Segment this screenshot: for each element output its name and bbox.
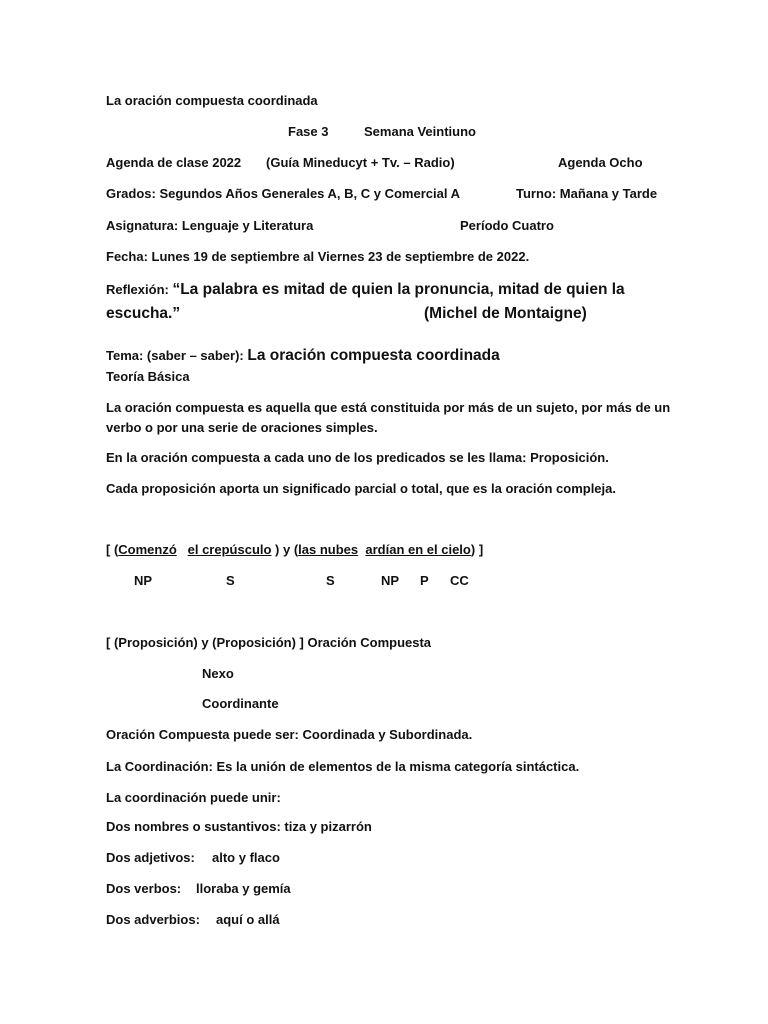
semana-label: Semana Veintiuno [364, 124, 476, 139]
oracion-types: Oración Compuesta puede ser: Coordinada y Subordinada. [106, 727, 473, 742]
asignatura-label: Asignatura: Lenguaje y Literatura [106, 218, 314, 233]
schema-line: [ (Proposición) y (Proposición) ] Oración Compuesta [106, 635, 432, 650]
fase-label: Fase 3 [288, 124, 329, 139]
periodo-label: Período Cuatro [460, 218, 554, 233]
reflexion-quote: “La palabra es mitad de quien la pronuncia, mitad de quien la [172, 281, 625, 298]
word-ardian: ardían en el cielo [365, 542, 471, 557]
bracket-close: ) ] [470, 542, 484, 557]
document-title: La oración compuesta coordinada [106, 93, 318, 108]
union-adjetivos-example: alto y flaco [212, 850, 280, 865]
reflexion-label: Reflexión: [106, 282, 173, 297]
paragraph-significado: Cada proposición aporta un significado parcial o total, que es la oración compleja. [106, 481, 616, 496]
turno-label: Turno: Mañana y Tarde [516, 186, 658, 201]
label-np-1: NP [134, 573, 153, 588]
union-adjetivos-label: Dos adjetivos: [106, 850, 195, 865]
union-verbos-example: lloraba y gemía [196, 881, 291, 896]
label-cc: CC [450, 573, 469, 588]
coordinacion-definition: La Coordinación: Es la unión de elementos de la misma categoría sintáctica. [106, 759, 580, 774]
example-sentence [106, 541, 483, 559]
word-nubes: las nubes [298, 542, 359, 557]
union-adverbios-label: Dos adverbios: [106, 912, 200, 927]
agenda-number: Agenda Ocho [558, 155, 643, 170]
tema-line [106, 347, 500, 365]
teoria-heading: Teoría Básica [106, 369, 190, 384]
agenda-label: Agenda de clase 2022 [106, 155, 242, 170]
reflexion-quote-end: escucha.” [106, 305, 181, 322]
coordinacion-unir: La coordinación puede unir: [106, 790, 281, 805]
word-crepusculo: el crepúsculo [187, 542, 272, 557]
union-verbos-label: Dos verbos: [106, 881, 182, 896]
label-np-2: NP [381, 573, 400, 588]
label-s-2: S [326, 573, 335, 588]
agenda-source: (Guía Mineducyt + Tv. – Radio) [266, 155, 455, 170]
union-sustantivos: Dos nombres o sustantivos: tiza y pizarrón [106, 819, 372, 834]
grados-label: Grados: Segundos Años Generales A, B, C y Comercial A [106, 186, 460, 201]
paragraph-definition: La oración compuesta es aquella que está constituida por más de un sujeto, por más de un verbo o por una serie de oraciones simples. [106, 400, 671, 435]
bracket-open: [ ( [106, 542, 119, 557]
word-comenzo: Comenzó [118, 542, 177, 557]
label-p: P [420, 573, 429, 588]
tema-label: Tema: (saber – saber): [106, 348, 244, 363]
nexo-y: ) y ( [271, 542, 299, 557]
tema-title: La oración compuesta coordinada [247, 347, 500, 364]
coordinante-label: Coordinante [202, 696, 279, 711]
fecha-label: Fecha: Lunes 19 de septiembre al Viernes 23 de septiembre de 2022. [106, 249, 530, 264]
reflexion-author: (Michel de Montaigne) [424, 305, 587, 322]
reflexion-line-1 [106, 281, 625, 299]
union-adverbios-example: aquí o allá [216, 912, 280, 927]
label-s-1: S [226, 573, 235, 588]
paragraph-proposicion: En la oración compuesta a cada uno de los predicados se les llama: Proposición. [106, 450, 609, 465]
nexo-label: Nexo [202, 666, 234, 681]
